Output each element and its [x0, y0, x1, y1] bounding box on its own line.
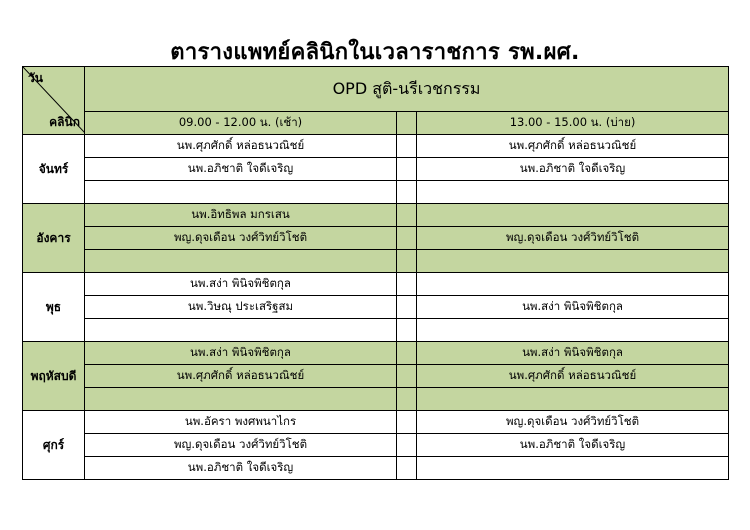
afternoon-doctor-cell: พญ.ดุจเดือน วงศ์วิทย์วิโชติ — [417, 411, 729, 434]
separator-cell — [397, 434, 417, 457]
afternoon-doctor-cell: พญ.ดุจเดือน วงศ์วิทย์วิโชติ — [417, 227, 729, 250]
day-label: ศุกร์ — [23, 411, 85, 480]
afternoon-doctor-cell: นพ.อภิชาติ ใจดีเจริญ — [417, 434, 729, 457]
morning-doctor-cell: นพ.อภิชาติ ใจดีเจริญ — [85, 457, 397, 480]
table-row — [23, 388, 729, 411]
afternoon-doctor-cell — [417, 457, 729, 480]
table-row — [23, 135, 729, 158]
separator-cell — [397, 250, 417, 273]
table-row — [23, 158, 729, 181]
separator-cell — [397, 388, 417, 411]
schedule-table — [22, 66, 729, 480]
morning-doctor-cell: นพ.สง่า พินิจพิชิตกุล — [85, 342, 397, 365]
morning-doctor-cell: นพ.สง่า พินิจพิชิตกุล — [85, 273, 397, 296]
table-row — [23, 181, 729, 204]
morning-doctor-cell — [85, 319, 397, 342]
afternoon-doctor-cell: นพ.ศุภศักดิ์ หล่อธนวณิชย์ — [417, 365, 729, 388]
separator-cell — [397, 158, 417, 181]
afternoon-doctor-cell — [417, 319, 729, 342]
morning-doctor-cell: นพ.อิทธิพล มกรเสน — [85, 204, 397, 227]
table-row — [23, 457, 729, 480]
morning-time-header: 09.00 - 12.00 น. (เช้า) — [85, 112, 397, 135]
morning-doctor-cell: นพ.วิษณุ ประเสริฐสม — [85, 296, 397, 319]
table-row — [23, 273, 729, 296]
separator-cell — [397, 411, 417, 434]
afternoon-doctor-cell: นพ.ศุภศักดิ์ หล่อธนวณิชย์ — [417, 135, 729, 158]
table-row — [23, 204, 729, 227]
separator-cell — [397, 342, 417, 365]
corner-day-label: วัน — [28, 71, 43, 85]
morning-doctor-cell: นพ.อภิชาติ ใจดีเจริญ — [85, 158, 397, 181]
morning-doctor-cell — [85, 181, 397, 204]
morning-doctor-cell: พญ.ดุจเดือน วงศ์วิทย์วิโชติ — [85, 434, 397, 457]
separator-cell — [397, 273, 417, 296]
page-title: ตารางแพทย์คลินิกในเวลาราชการ รพ.ผศ. — [170, 40, 580, 65]
afternoon-doctor-cell: นพ.สง่า พินิจพิชิตกุล — [417, 296, 729, 319]
separator-cell — [397, 135, 417, 158]
day-label: อังคาร — [23, 204, 85, 273]
header-row-clinic — [23, 67, 729, 112]
day-label: จันทร์ — [23, 135, 85, 204]
afternoon-doctor-cell: นพ.อภิชาติ ใจดีเจริญ — [417, 158, 729, 181]
header-separator — [397, 112, 417, 135]
separator-cell — [397, 204, 417, 227]
morning-doctor-cell: นพ.อัครา พงศพนาไกร — [85, 411, 397, 434]
morning-doctor-cell — [85, 250, 397, 273]
table-row — [23, 365, 729, 388]
clinic-name: OPD สูติ-นรีเวชกรรม — [85, 67, 729, 112]
separator-cell — [397, 457, 417, 480]
morning-doctor-cell — [85, 388, 397, 411]
corner-clinic-label: คลินิก — [49, 115, 80, 129]
corner-cell — [23, 67, 85, 135]
afternoon-doctor-cell — [417, 388, 729, 411]
afternoon-doctor-cell — [417, 204, 729, 227]
afternoon-doctor-cell — [417, 250, 729, 273]
header-row-times — [23, 112, 729, 135]
morning-doctor-cell: นพ.ศุภศักดิ์ หล่อธนวณิชย์ — [85, 365, 397, 388]
separator-cell — [397, 365, 417, 388]
separator-cell — [397, 227, 417, 250]
separator-cell — [397, 296, 417, 319]
afternoon-doctor-cell — [417, 273, 729, 296]
table-row — [23, 250, 729, 273]
table-row — [23, 411, 729, 434]
table-row — [23, 434, 729, 457]
table-row — [23, 319, 729, 342]
table-row — [23, 227, 729, 250]
separator-cell — [397, 319, 417, 342]
morning-doctor-cell: พญ.ดุจเดือน วงศ์วิทย์วิโชติ — [85, 227, 397, 250]
table-row — [23, 296, 729, 319]
afternoon-time-header: 13.00 - 15.00 น. (บ่าย) — [417, 112, 729, 135]
separator-cell — [397, 181, 417, 204]
day-label: พฤหัสบดี — [23, 342, 85, 411]
afternoon-doctor-cell: นพ.สง่า พินิจพิชิตกุล — [417, 342, 729, 365]
table-row — [23, 342, 729, 365]
day-label: พุธ — [23, 273, 85, 342]
afternoon-doctor-cell — [417, 181, 729, 204]
morning-doctor-cell: นพ.ศุภศักดิ์ หล่อธนวณิชย์ — [85, 135, 397, 158]
